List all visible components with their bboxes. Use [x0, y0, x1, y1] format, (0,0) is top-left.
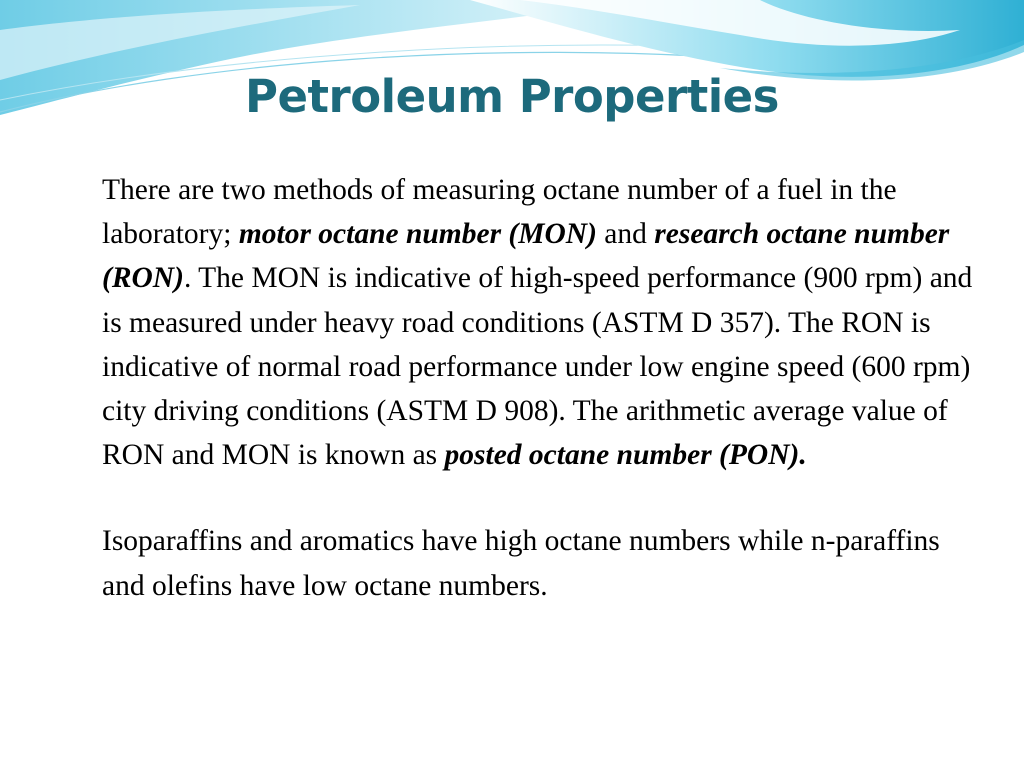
paragraph-octane-methods: [102, 168, 982, 477]
paragraph-1-text-1: There are two methods of measuring octane number of a fuel in the laboratory;: [102, 174, 897, 251]
paragraph-1-text-3: . The MON is indicative of high-speed performance (900 rpm) and is measured under heavy road conditions (ASTM D 357). The RON is indicative of normal road performance under low engine speed (600 rpm) city driving conditions (ASTM D 908). The arithmetic average value of RON and MON is known as: [102, 262, 973, 472]
slide-title: Petroleum Properties: [245, 70, 779, 123]
term-research-octane-number: research octane number (RON): [102, 218, 950, 295]
term-posted-octane-number: posted octane number (PON).: [444, 439, 807, 472]
term-motor-octane-number: motor octane number (MON): [238, 218, 597, 251]
slide-body: [102, 168, 982, 608]
paragraph-octane-hydrocarbons: Isoparaffins and aromatics have high octane numbers while n-paraffins and olefins have low octane numbers.: [102, 525, 940, 602]
paragraph-1-text-2: and: [596, 218, 655, 251]
